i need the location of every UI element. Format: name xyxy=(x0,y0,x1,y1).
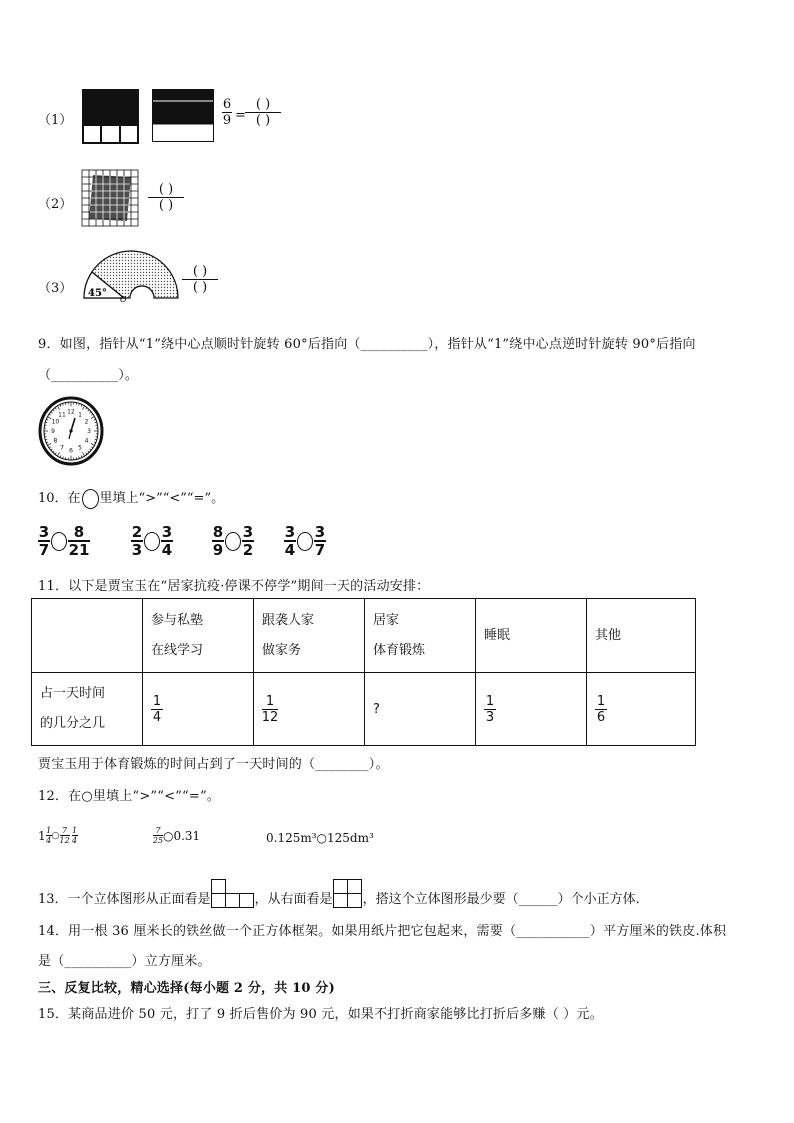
answer-fraction-2 xyxy=(148,182,184,213)
q13-text-a: 13．一个立体图形从正面看是 xyxy=(38,892,211,907)
section-3-heading: 三、反复比较，精心选择(每小题 2 分，共 10 分) xyxy=(38,981,335,996)
fraction-numerator: 7 xyxy=(155,826,161,835)
q12-item-3: 0.125m³○125dm³ xyxy=(266,831,374,845)
bar-figure xyxy=(152,89,214,142)
row-label-line: 占一天时间 xyxy=(40,686,106,701)
q14-line2: 是（__________）立方厘米。 xyxy=(38,954,211,969)
comparison-pair xyxy=(38,524,90,558)
grid-parallelogram-figure xyxy=(81,169,139,227)
header-line: 睡眠 xyxy=(484,627,511,643)
clock-number: 4 xyxy=(84,437,89,445)
clock-number: 8 xyxy=(53,437,58,445)
fraction-numerator: 1 xyxy=(485,693,495,709)
q12-item-1 xyxy=(38,826,78,845)
clock-number: 2 xyxy=(84,418,89,426)
fraction-denominator: 9 xyxy=(222,113,232,128)
table-cell xyxy=(365,673,476,746)
fraction-denominator: 12 xyxy=(261,709,279,725)
clock-face xyxy=(38,396,104,466)
table-header-cell xyxy=(254,599,365,673)
fraction-numerator: 3 xyxy=(284,523,296,541)
clock-number: 3 xyxy=(87,428,91,435)
fraction-6-9 xyxy=(222,97,232,128)
front-view-figure xyxy=(211,879,255,909)
fraction-numerator: 2 xyxy=(131,523,143,541)
q9-line1: 9．如图，指针从“1”绕中心点顺时针旋转 60°后指向（__________），指针从“1”绕中心点逆时针旋转 90°后指向 xyxy=(38,337,696,352)
blank-denominator[interactable]: ( ) xyxy=(255,113,271,128)
header-line: 居家 xyxy=(373,612,400,628)
compare-circle[interactable] xyxy=(51,532,67,551)
compare-circle[interactable] xyxy=(144,532,160,551)
compare-circle[interactable] xyxy=(297,532,313,551)
q9-line2: （__________）。 xyxy=(38,368,139,383)
row-label-line: 的几分之几 xyxy=(40,716,106,731)
q12-text: 12．在○里填上“>”“<”“=”。 xyxy=(38,789,221,804)
center-label: O xyxy=(120,295,127,302)
q11-intro: 11．以下是贾宝玉在“居家抗疫·停课不停学”期间一天的活动安排： xyxy=(38,579,430,594)
blank-denominator[interactable]: ( ) xyxy=(158,198,174,213)
q10-line xyxy=(38,487,224,509)
q8-part3-label: （3） xyxy=(38,281,73,296)
clock-number: 7 xyxy=(60,444,64,452)
q11-question: 贾宝玉用于体育锻炼的时间占到了一天时间的（________）。 xyxy=(38,757,389,772)
header-line: 体育锻炼 xyxy=(373,642,426,658)
fraction-denominator: 4 xyxy=(71,836,78,845)
fraction-denominator: 25 xyxy=(152,836,164,845)
fraction-denominator: 4 xyxy=(46,836,52,845)
whole-number: 1 xyxy=(38,828,46,843)
header-line: 在线学习 xyxy=(151,642,204,658)
compare-circle[interactable] xyxy=(225,532,241,551)
comparison-pair xyxy=(131,524,173,558)
fraction-numerator: 1 xyxy=(596,693,606,709)
answer-fraction-3 xyxy=(182,264,218,295)
table-row-label xyxy=(32,673,143,746)
header-line: 做家务 xyxy=(262,642,302,658)
blank-numerator[interactable]: ( ) xyxy=(255,97,271,112)
q10-text-a: 10．在 xyxy=(38,491,81,506)
fraction-numerator: 3 xyxy=(314,523,326,541)
fraction-denominator: 4 xyxy=(161,541,173,559)
angle-label: 45° xyxy=(88,288,107,299)
fraction-numerator: 7 xyxy=(61,826,68,835)
schedule-table xyxy=(31,598,696,746)
table-header-cell xyxy=(476,599,587,673)
q10-text-b: 里填上“>”“<”“=”。 xyxy=(99,491,225,506)
table-cell xyxy=(254,673,365,746)
q10-inline-circle xyxy=(82,489,99,509)
table-header-cell xyxy=(587,599,696,673)
clock-number: 1 xyxy=(78,411,82,419)
fraction-numerator: 1 xyxy=(152,693,162,709)
answer-fraction-1 xyxy=(245,97,281,128)
q13-line xyxy=(38,879,649,907)
comparison-pair xyxy=(284,524,326,558)
equals-sign: = xyxy=(235,108,246,123)
semicircle-sector-figure xyxy=(82,250,182,302)
right-view-figure xyxy=(333,879,363,909)
q15-text: 15．某商品进价 50 元，打了 9 折后售价为 90 元，如果不打折商家能够比打折后多赚（ ）元。 xyxy=(38,1007,603,1022)
unknown-value: ? xyxy=(373,701,380,717)
clock-number: 10 xyxy=(51,418,60,426)
grid-figure-1 xyxy=(82,89,139,144)
fraction-numerator: 1 xyxy=(71,826,78,835)
q13-text-c: ，搭这个立体图形最少要（______）个小正方体． xyxy=(362,892,649,907)
fraction-numerator: 6 xyxy=(222,97,232,112)
header-line: 参与私塾 xyxy=(151,612,204,628)
table-cell xyxy=(143,673,254,746)
fraction-denominator: 3 xyxy=(131,541,143,559)
compare-circle[interactable]: ○ xyxy=(51,830,60,841)
table-header-cell xyxy=(143,599,254,673)
table-corner-cell xyxy=(32,599,143,673)
clock-number: 12 xyxy=(67,408,75,416)
fraction-denominator: 7 xyxy=(38,541,50,559)
clock-number: 11 xyxy=(58,411,66,419)
table-cell xyxy=(587,673,696,746)
q8-part2-label: （2） xyxy=(38,197,73,212)
compare-expression: ○0.31 xyxy=(163,828,201,843)
fraction-numerator: 3 xyxy=(38,523,50,541)
fraction-denominator: 2 xyxy=(242,541,254,559)
fraction-numerator: 1 xyxy=(265,693,275,709)
fraction-denominator: 21 xyxy=(68,541,90,559)
fraction-numerator: 8 xyxy=(212,523,224,541)
fraction-denominator: 7 xyxy=(314,541,326,559)
blank-denominator[interactable]: ( ) xyxy=(192,280,208,295)
header-line: 其他 xyxy=(595,627,622,643)
q13-text-b: ，从右面看是 xyxy=(254,892,333,907)
fraction-denominator: 9 xyxy=(212,541,224,559)
blank-numerator[interactable]: ( ) xyxy=(158,182,174,197)
clock-number: 6 xyxy=(69,447,73,455)
table-header-cell xyxy=(365,599,476,673)
q14-line1: 14．用一根 36 厘米长的铁丝做一个正方体框架。如果用纸片把它包起来，需要（___________）平方厘米的铁皮.体积 xyxy=(38,924,727,939)
comparison-pair xyxy=(212,524,254,558)
fraction-numerator: 1 xyxy=(46,826,52,835)
clock-number: 9 xyxy=(51,428,55,435)
fraction-denominator: 4 xyxy=(284,541,296,559)
fraction-numerator: 3 xyxy=(242,523,254,541)
fraction-denominator: 12 xyxy=(59,836,70,845)
fraction-numerator: 8 xyxy=(73,523,85,541)
fraction-denominator: 3 xyxy=(485,709,495,725)
table-cell xyxy=(476,673,587,746)
q12-item-2 xyxy=(153,826,200,845)
blank-numerator[interactable]: ( ) xyxy=(192,264,208,279)
q8-part1-label: （1） xyxy=(38,113,73,128)
clock-number: 5 xyxy=(78,444,82,452)
header-line: 跟袭人家 xyxy=(262,612,315,628)
fraction-denominator: 4 xyxy=(152,709,162,725)
fraction-denominator: 6 xyxy=(596,709,606,725)
fraction-numerator: 3 xyxy=(161,523,173,541)
